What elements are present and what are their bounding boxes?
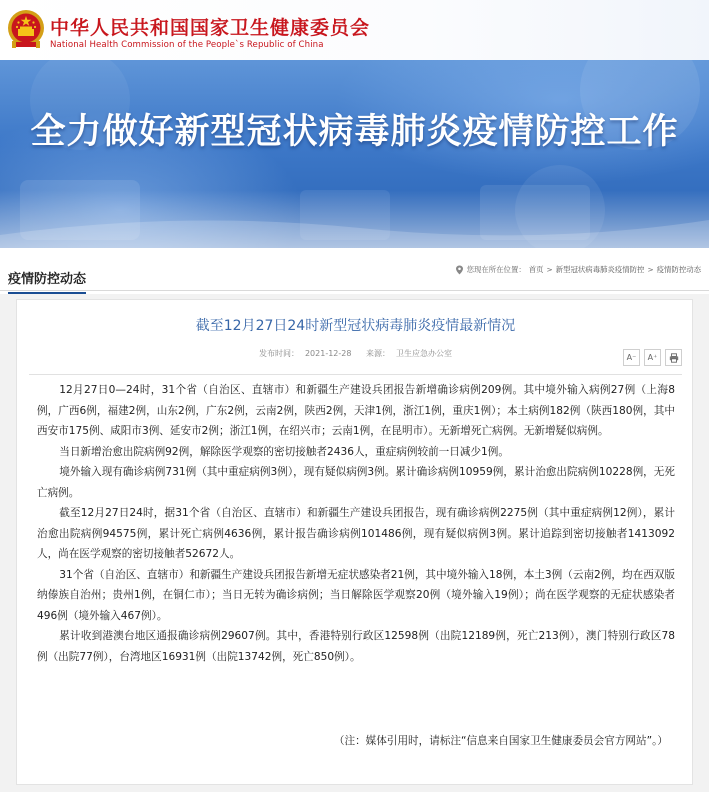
breadcrumb-separator: > (647, 265, 654, 274)
source-label: 来源： (366, 349, 391, 358)
article-body (37, 380, 675, 667)
article-meta (17, 348, 694, 359)
paragraph: 31个省（自治区、直辖市）和新疆生产建设兵团报告新增无症状感染者21例，其中境外输入18例，本土3例（云南2例，均在西双版纳傣族自治州；贵州1例，在铜仁市）；当日无转为确诊病例；当日解除医学观察20例（境外输入19例）；尚在医学观察的无症状感染者496例（境外输入467例）。 (37, 568, 675, 622)
location-pin-icon (455, 265, 464, 275)
article-tools (623, 349, 682, 366)
title-divider (29, 374, 682, 375)
source-info (363, 349, 455, 358)
publish-info (256, 349, 355, 358)
paragraph: 当日新增治愈出院病例92例，解除医学观察的密切接触者2436人，重症病例较前一日减少1例。 (59, 445, 509, 458)
article-title: 截至12月27日24时新型冠状病毒肺炎疫情最新情况 (195, 318, 516, 334)
national-emblem-icon[interactable] (6, 8, 46, 50)
paragraph: 累计收到港澳台地区通报确诊病例29607例。其中，香港特别行政区12598例（出院12189例，死亡213例），澳门特别行政区78例（出院77例），台湾地区16931例（出院13742例，死亡850例）。 (37, 630, 675, 663)
banner (0, 60, 709, 248)
banner-fade (0, 190, 709, 248)
font-smaller-button[interactable]: A⁻ (623, 349, 640, 366)
section-divider (0, 290, 709, 291)
publish-date: 2021-12-28 (304, 349, 352, 358)
site-header (0, 0, 709, 60)
breadcrumb-prefix: 您现在所在位置： (466, 265, 526, 274)
print-icon (669, 353, 679, 363)
section-title[interactable]: 疫情防控动态 (8, 268, 86, 294)
paragraph: 12月27日0—24时，31个省（自治区、直辖市）和新疆生产建设兵团报告新增确诊病例209例。其中境外输入病例27例（上海8例，广西6例，福建2例，山东2例，广东2例，云南2例，陕西2例，天津1例，浙江1例，重庆1例）；本土病例182例（陕西180例，其中西安市175例、咸阳市3例、延安市2例；浙江1例，在绍兴市；云南1例，在昆明市）。无新增死亡病例。无新增疑似病例。 (37, 384, 675, 437)
publish-label: 发布时间： (258, 349, 299, 358)
breadcrumb-covid-prevention[interactable]: 新型冠状病毒肺炎疫情防控 (555, 265, 645, 274)
breadcrumb-separator: > (546, 265, 553, 274)
breadcrumb-current[interactable]: 疫情防控动态 (656, 265, 701, 274)
print-button[interactable] (665, 349, 682, 366)
site-title-english: National Health Commission of the People`s Republic of China (50, 40, 324, 50)
font-larger-button[interactable]: A⁺ (644, 349, 661, 366)
breadcrumb-home[interactable]: 首页 (528, 265, 544, 274)
site-title-chinese[interactable]: 中华人民共和国国家卫生健康委员会 (50, 17, 371, 39)
citation-note: （注：媒体引用时，请标注“信息来自国家卫生健康委员会官方网站”。） (333, 735, 668, 747)
article-card (16, 299, 693, 785)
breadcrumb (455, 264, 701, 275)
source-name: 卫生应急办公室 (396, 349, 453, 358)
paragraph: 境外输入现有确诊病例731例（其中重症病例3例），现有疑似病例3例。累计确诊病例10959例，累计治愈出院病例10228例，无死亡病例。 (37, 466, 675, 499)
paragraph: 截至12月27日24时，据31个省（自治区、直辖市）和新疆生产建设兵团报告，现有确诊病例2275例（其中重症病例12例），累计治愈出院病例94575例，累计死亡病例4636例，累计报告确诊病例101486例，现有疑似病例3例。累计追踪到密切接触者1413092人，尚在医学观察的密切接触者52672人。 (37, 507, 675, 560)
banner-title: 全力做好新型冠状病毒肺炎疫情防控工作 (30, 112, 679, 152)
